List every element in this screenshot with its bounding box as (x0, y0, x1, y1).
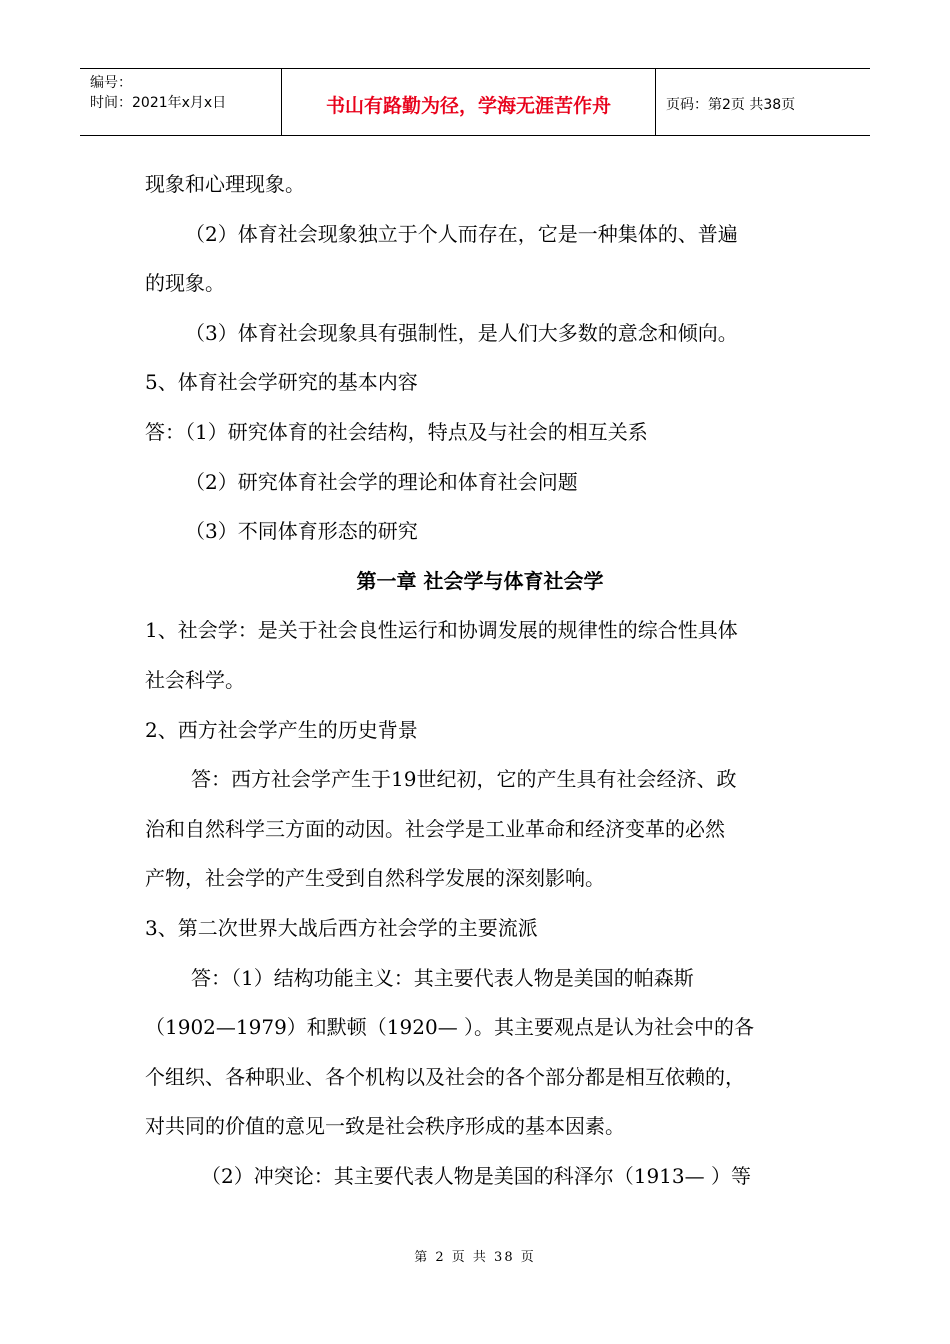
answer-line: （1902—1979）和默顿（1920— ）。其主要观点是认为社会中的各 (145, 1015, 755, 1040)
answer-line: 治和自然科学三方面的动因。社会学是工业革命和经济变革的必然 (145, 816, 725, 841)
answer-line: 个组织、各种职业、各个机构以及社会的各个部分都是相互依赖的， (145, 1064, 745, 1089)
document-date-label: 时间：2021年x月x日 (90, 95, 227, 111)
answer-line: 答：西方社会学产生于19世纪初，它的产生具有社会经济、政 (191, 767, 737, 792)
document-number-label: 编号： (90, 75, 132, 91)
paragraph-line: （3）体育社会现象具有强制性，是人们大多数的意念和倾向。 (185, 320, 738, 345)
header-motto: 书山有路勤为径，学海无涯苦作舟 (282, 69, 656, 135)
answer-line: 答：（1）研究体育的社会结构，特点及与社会的相互关系 (145, 419, 648, 444)
answer-line: 对共同的价值的意见一致是社会秩序形成的基本因素。 (145, 1114, 625, 1139)
header-left-cell (80, 69, 282, 135)
definition-line: 1、社会学：是关于社会良性运行和协调发展的规律性的综合性具体 (145, 618, 738, 643)
question-heading: 5、体育社会学研究的基本内容 (145, 370, 418, 395)
chapter-title: 第一章 社会学与体育社会学 (356, 568, 604, 593)
page-footer: 第 2 页 共 38 页 (414, 1250, 536, 1265)
paragraph-line: （2）体育社会现象独立于个人而存在，它是一种集体的、普遍 (185, 221, 738, 246)
answer-line: （2）冲突论：其主要代表人物是美国的科泽尔（1913— ）等 (201, 1163, 751, 1188)
answer-line: 答：（1）结构功能主义：其主要代表人物是美国的帕森斯 (191, 965, 694, 990)
header-page-info: 页码：第2页 共38页 (666, 97, 796, 113)
document-body (145, 160, 815, 1201)
definition-line: 社会科学。 (145, 667, 245, 692)
answer-line: （3）不同体育形态的研究 (185, 519, 418, 544)
question-heading: 2、西方社会学产生的历史背景 (145, 717, 418, 742)
answer-line: （2）研究体育社会学的理论和体育社会问题 (185, 469, 578, 494)
paragraph-line: 现象和心理现象。 (145, 172, 305, 196)
question-heading: 3、第二次世界大战后西方社会学的主要流派 (145, 915, 538, 940)
paragraph-line: 的现象。 (145, 271, 225, 296)
page-header (80, 68, 870, 136)
answer-line: 产物，社会学的产生受到自然科学发展的深刻影响。 (145, 866, 605, 891)
